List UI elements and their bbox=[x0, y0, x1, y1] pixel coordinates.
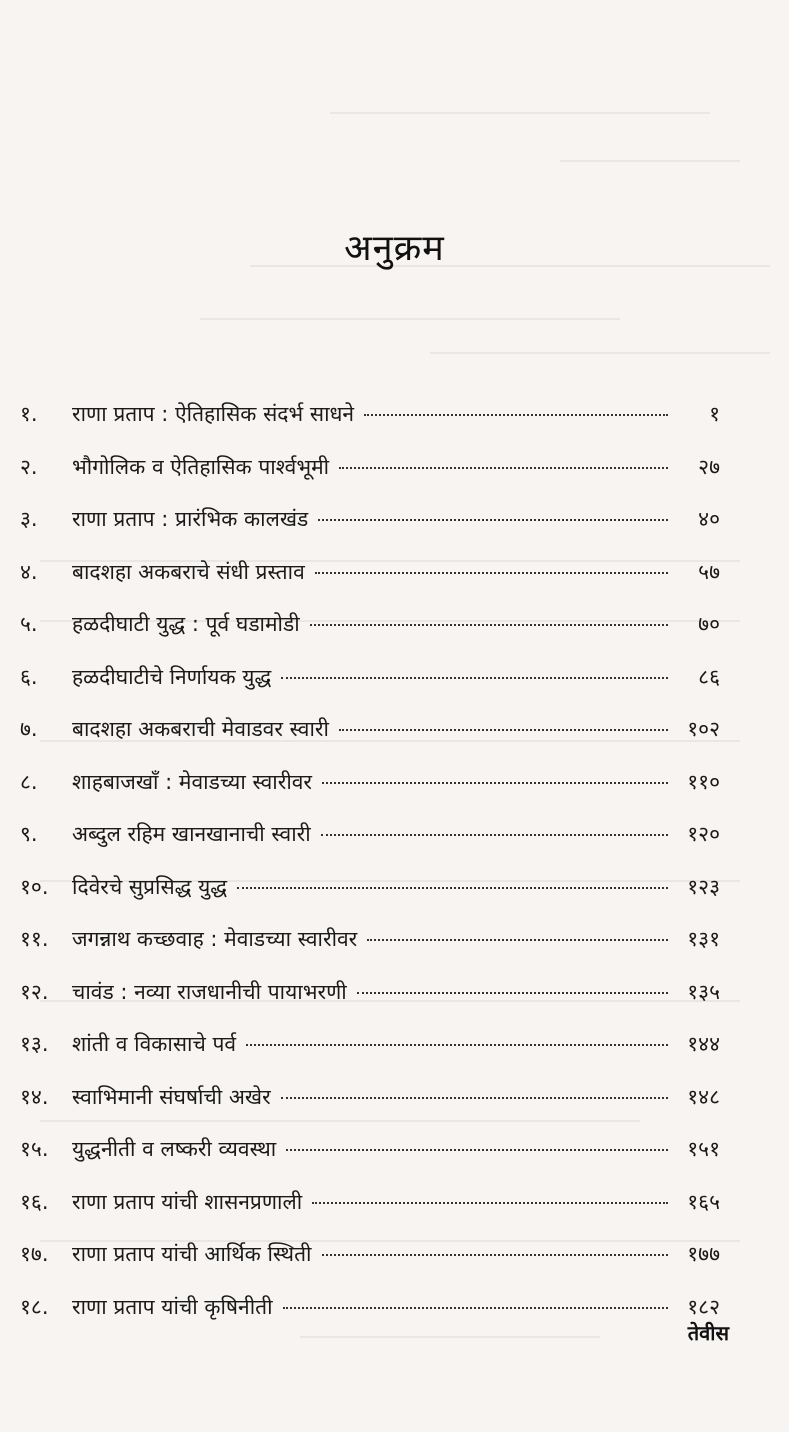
toc-entry-title: युद्धनीती व लष्करी व्यवस्था bbox=[72, 1137, 277, 1161]
toc-entry bbox=[20, 493, 720, 546]
toc-entry-page: १२० bbox=[687, 822, 720, 846]
toc-entry-page: १२३ bbox=[687, 874, 720, 899]
dot-leader bbox=[310, 624, 668, 626]
toc-entry-title: शांती व विकासाचे पर्व bbox=[72, 1032, 237, 1056]
toc-entry-title: राणा प्रताप : ऐतिहासिक संदर्भ साधने bbox=[72, 402, 355, 426]
toc-entry-title: बादशहा अकबराचे संधी प्रस्ताव bbox=[72, 559, 305, 584]
toc-entry-number: १३. bbox=[20, 1032, 49, 1056]
toc-entry bbox=[20, 861, 720, 914]
dot-leader bbox=[367, 939, 668, 941]
toc-entry-page: ५७ bbox=[698, 559, 720, 584]
dot-leader bbox=[322, 782, 668, 784]
toc-entry bbox=[20, 1176, 720, 1229]
toc-entry-number: ५. bbox=[20, 612, 38, 636]
page-folio: तेवीस bbox=[687, 1321, 729, 1345]
toc-entry-page: ७० bbox=[698, 612, 720, 636]
table-of-contents bbox=[20, 388, 720, 1333]
toc-entry-page: १०२ bbox=[687, 717, 720, 741]
toc-entry-page: १४८ bbox=[687, 1084, 720, 1109]
toc-entry-number: ८. bbox=[20, 769, 38, 794]
toc-entry bbox=[20, 913, 720, 966]
toc-entry-page: १८२ bbox=[687, 1294, 720, 1319]
toc-entry-title: राणा प्रताप यांची कृषिनीती bbox=[72, 1294, 273, 1319]
toc-entry-title: शाहबाजखाँ : मेवाडच्या स्वारीवर bbox=[72, 769, 313, 794]
toc-entry bbox=[20, 1228, 720, 1281]
dot-leader bbox=[321, 834, 668, 836]
toc-entry-page: १३१ bbox=[687, 927, 720, 951]
toc-entry bbox=[20, 598, 720, 651]
toc-entry-title: हळदीघाटीचे निर्णायक युद्ध bbox=[72, 664, 272, 689]
toc-entry bbox=[20, 756, 720, 809]
toc-entry bbox=[20, 966, 720, 1019]
toc-entry-number: १०. bbox=[20, 874, 49, 899]
dot-leader bbox=[246, 1044, 668, 1046]
toc-entry-number: १८. bbox=[20, 1294, 49, 1319]
toc-entry-number: १५. bbox=[20, 1137, 49, 1161]
page-title: अनुक्रम bbox=[344, 228, 445, 269]
toc-entry-page: १३५ bbox=[687, 979, 720, 1004]
dot-leader bbox=[339, 729, 668, 731]
dot-leader bbox=[283, 1307, 668, 1309]
dot-leader bbox=[339, 467, 668, 469]
toc-entry bbox=[20, 1018, 720, 1071]
toc-entry-page: ११० bbox=[687, 769, 720, 794]
toc-entry bbox=[20, 651, 720, 704]
toc-entry-title: राणा प्रताप यांची शासनप्रणाली bbox=[72, 1189, 303, 1214]
toc-entry-page: २७ bbox=[698, 454, 720, 479]
toc-entry-title: स्वाभिमानी संघर्षाची अखेर bbox=[72, 1084, 271, 1109]
toc-entry-page: १७७ bbox=[687, 1242, 720, 1266]
toc-entry-number: ६. bbox=[20, 664, 38, 689]
toc-entry-page: ८६ bbox=[698, 664, 720, 689]
toc-entry bbox=[20, 1281, 720, 1334]
dot-leader bbox=[286, 1149, 668, 1151]
toc-entry-title: जगन्नाथ कच्छवाह : मेवाडच्या स्वारीवर bbox=[72, 927, 358, 951]
toc-entry-number: ९. bbox=[20, 822, 38, 846]
dot-leader bbox=[281, 677, 668, 679]
dot-leader bbox=[315, 572, 668, 574]
toc-entry-number: १. bbox=[20, 402, 38, 426]
dot-leader bbox=[322, 1254, 669, 1256]
toc-entry bbox=[20, 703, 720, 756]
toc-entry-number: १२. bbox=[20, 979, 49, 1004]
toc-entry-number: ७. bbox=[20, 717, 38, 741]
toc-entry bbox=[20, 808, 720, 861]
toc-entry-title: बादशहा अकबराची मेवाडवर स्वारी bbox=[72, 717, 329, 741]
toc-entry-page: १५१ bbox=[687, 1137, 720, 1161]
toc-entry-page: १४४ bbox=[687, 1032, 720, 1056]
toc-entry-number: २. bbox=[20, 454, 38, 479]
dot-leader bbox=[357, 992, 668, 994]
toc-entry bbox=[20, 1123, 720, 1176]
toc-entry bbox=[20, 1071, 720, 1124]
toc-entry-page: १६५ bbox=[687, 1189, 720, 1214]
dot-leader bbox=[364, 414, 668, 416]
toc-entry-number: ३. bbox=[20, 507, 38, 531]
toc-entry-title: दिवेरचे सुप्रसिद्ध युद्ध bbox=[72, 874, 228, 899]
toc-entry-title: हळदीघाटी युद्ध : पूर्व घडामोडी bbox=[72, 612, 300, 636]
toc-entry-number: १७. bbox=[20, 1242, 49, 1266]
toc-entry-title: राणा प्रताप यांची आर्थिक स्थिती bbox=[72, 1242, 312, 1266]
toc-entry bbox=[20, 441, 720, 494]
dot-leader bbox=[318, 519, 668, 521]
toc-entry bbox=[20, 388, 720, 441]
toc-entry-title: भौगोलिक व ऐतिहासिक पार्श्वभूमी bbox=[72, 454, 330, 479]
toc-entry bbox=[20, 546, 720, 599]
dot-leader bbox=[237, 887, 668, 889]
dot-leader bbox=[312, 1202, 668, 1204]
toc-entry-number: १६. bbox=[20, 1189, 49, 1214]
toc-entry-number: १४. bbox=[20, 1084, 49, 1109]
toc-entry-number: ११. bbox=[20, 927, 49, 951]
toc-entry-page: ४० bbox=[698, 507, 720, 531]
toc-entry-number: ४. bbox=[20, 559, 38, 584]
toc-entry-title: राणा प्रताप : प्रारंभिक कालखंड bbox=[72, 507, 309, 531]
toc-entry-title: अब्दुल रहिम खानखानाची स्वारी bbox=[72, 822, 311, 846]
toc-entry-title: चावंड : नव्या राजधानीची पायाभरणी bbox=[72, 979, 347, 1004]
toc-entry-page: १ bbox=[709, 402, 720, 426]
dot-leader bbox=[281, 1097, 668, 1099]
